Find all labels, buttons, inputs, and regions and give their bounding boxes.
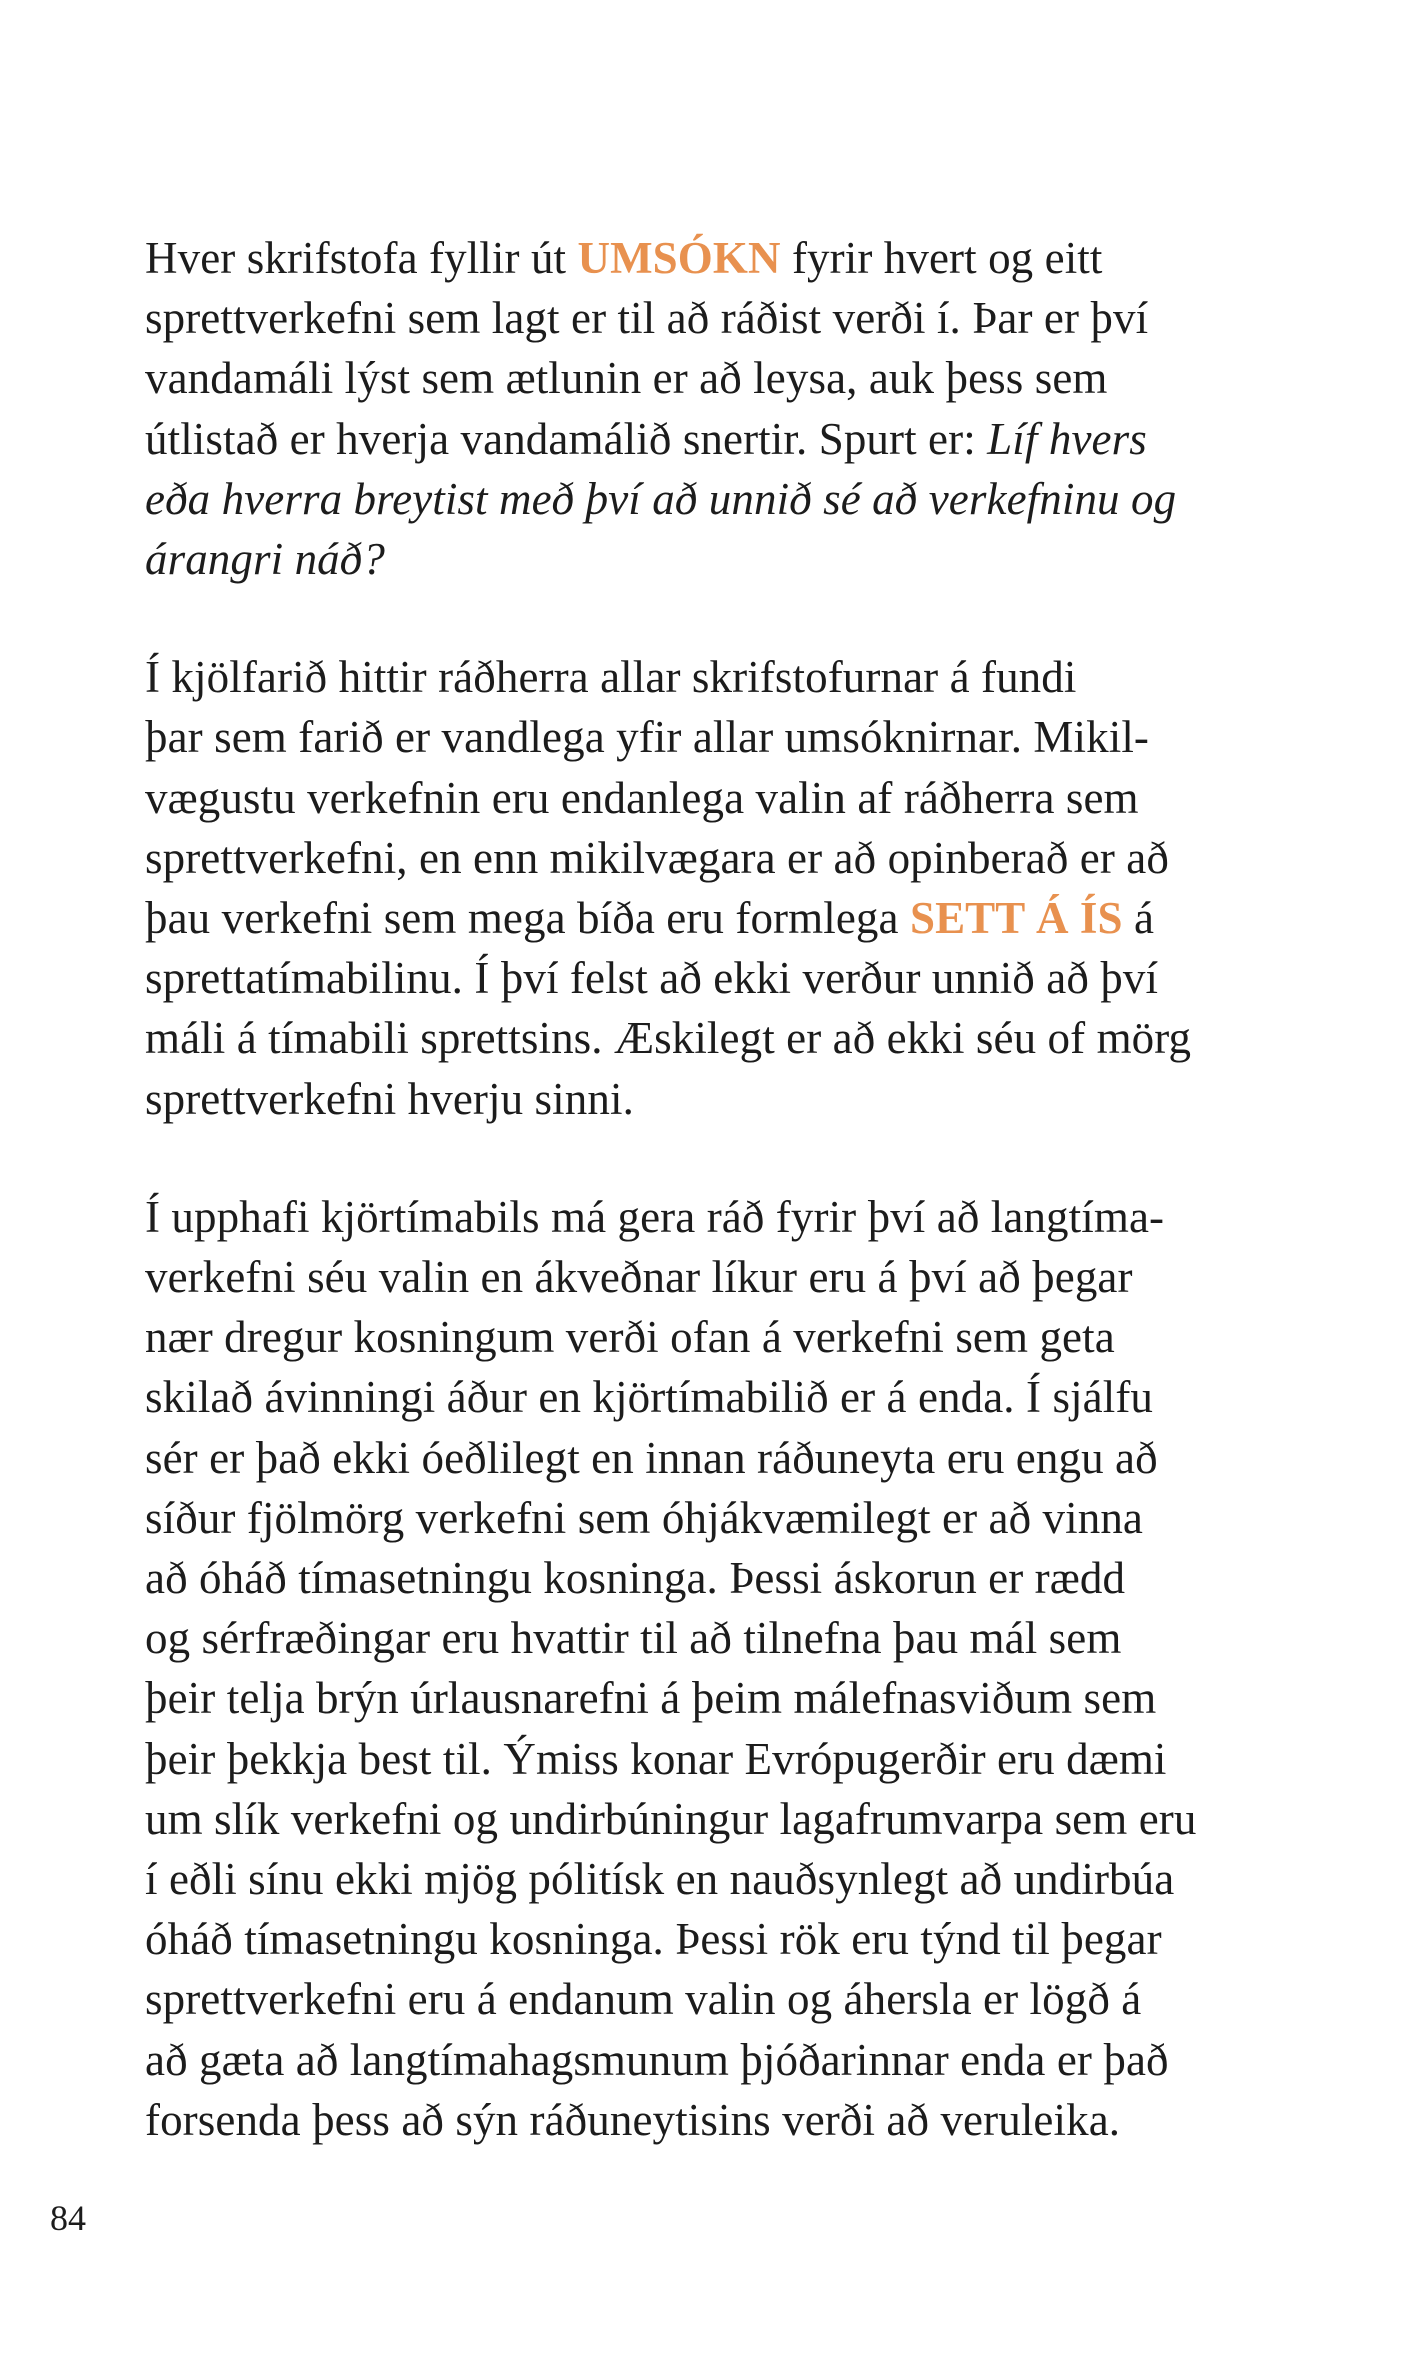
text-line (145, 768, 1295, 828)
highlighted-term: SETT Á ÍS (909, 893, 1123, 944)
text-segment: nær dregur kosningum verði ofan á verkefni sem geta (145, 1312, 1115, 1363)
text-segment: þeir telja brýn úrlausnarefni á þeim málefnasviðum sem (145, 1673, 1157, 1724)
text-segment: skilað ávinningi áður en kjörtímabilið er á enda. Í sjálfu (145, 1372, 1154, 1423)
text-segment: Í upphafi kjörtímabils má gera ráð fyrir því að langtíma- (145, 1191, 1165, 1242)
text-segment: óháð tímasetningu kosninga. Þessi rök eru týnd til þegar (145, 1914, 1162, 1965)
text-segment: að óháð tímasetningu kosninga. Þessi áskorun er rædd (145, 1553, 1126, 1604)
text-line (145, 469, 1295, 529)
text-line (145, 707, 1295, 767)
text-line (145, 1428, 1295, 1488)
text-line (145, 2030, 1295, 2090)
text-line (145, 1668, 1295, 1728)
text-line (145, 288, 1295, 348)
text-segment: Í kjölfarið hittir ráðherra allar skrifstofurnar á fundi (145, 652, 1077, 703)
paragraph (145, 1187, 1295, 2150)
text-segment: á (1122, 893, 1155, 944)
text-segment: síður fjölmörg verkefni sem óhjákvæmilegt er að vinna (145, 1492, 1144, 1543)
text-segment: vandamáli lýst sem ætlunin er að leysa, auk þess sem (145, 353, 1108, 404)
text-segment: sprettverkefni, en enn mikilvægara er að opinberað er að (145, 832, 1169, 883)
italic-text: árangri náð? (145, 534, 385, 585)
text-line (145, 888, 1295, 948)
text-segment: þar sem farið er vandlega yfir allar umsóknirnar. Mikil- (145, 712, 1150, 763)
text-segment: að gæta að langtímahagsmunum þjóðarinnar enda er það (145, 2034, 1169, 2085)
text-line (145, 1367, 1295, 1427)
text-line (145, 529, 1295, 589)
text-line (145, 228, 1295, 288)
text-line (145, 1909, 1295, 1969)
text-line (145, 2090, 1295, 2150)
text-line (145, 1488, 1295, 1548)
text-line (145, 828, 1295, 888)
text-line (145, 1729, 1295, 1789)
text-line (145, 1608, 1295, 1668)
text-segment: þau verkefni sem mega bíða eru formlega (145, 893, 910, 944)
paragraph (145, 228, 1295, 589)
italic-text: Líf hvers (987, 413, 1147, 464)
text-line (145, 1789, 1295, 1849)
text-segment: sér er það ekki óeðlilegt en innan ráðuneyta eru engu að (145, 1432, 1158, 1483)
text-segment: sprettverkefni eru á endanum valin og áhersla er lögð á (145, 1974, 1142, 2025)
page-number: 84 (50, 2198, 86, 2238)
text-segment: forsenda þess að sýn ráðuneytisins verði að veruleika. (145, 2094, 1121, 2145)
text-segment: sprettverkefni sem lagt er til að ráðist verði í. Þar er því (145, 293, 1149, 344)
text-segment: um slík verkefni og undirbúningur lagafrumvarpa sem eru (145, 1793, 1197, 1844)
text-line (145, 1247, 1295, 1307)
text-line (145, 647, 1295, 707)
text-segment: fyrir hvert og eitt (780, 233, 1103, 283)
text-line (145, 348, 1295, 408)
text-line (145, 1969, 1295, 2029)
text-line (145, 1849, 1295, 1909)
text-line (145, 1187, 1295, 1247)
text-line (145, 409, 1295, 469)
text-line (145, 1008, 1295, 1068)
text-segment: Hver skrifstofa fyllir út (145, 233, 578, 283)
text-line (145, 1548, 1295, 1608)
text-segment: sprettverkefni hverju sinni. (145, 1073, 634, 1124)
text-segment: þeir þekkja best til. Ýmiss konar Evrópugerðir eru dæmi (145, 1733, 1167, 1784)
text-line (145, 1307, 1295, 1367)
italic-text: eða hverra breytist með því að unnið sé að verkefninu og (145, 473, 1177, 524)
text-segment: vægustu verkefnin eru endanlega valin af ráðherra sem (145, 772, 1139, 823)
paragraph (145, 647, 1295, 1129)
text-segment: sprettatímabilinu. Í því felst að ekki verður unnið að því (145, 953, 1159, 1004)
page-body (145, 228, 1295, 2208)
text-segment: máli á tímabili sprettsins. Æskilegt er að ekki séu of mörg (145, 1013, 1192, 1064)
text-segment: og sérfræðingar eru hvattir til að tilnefna þau mál sem (145, 1613, 1122, 1664)
text-line (145, 948, 1295, 1008)
text-line (145, 1069, 1295, 1129)
text-segment: útlistað er hverja vandamálið snertir. Spurt er: (145, 413, 988, 464)
highlighted-term: UMSÓKN (577, 233, 781, 283)
text-segment: í eðli sínu ekki mjög pólitísk en nauðsynlegt að undirbúa (145, 1854, 1175, 1905)
text-segment: verkefni séu valin en ákveðnar líkur eru á því að þegar (145, 1252, 1133, 1303)
